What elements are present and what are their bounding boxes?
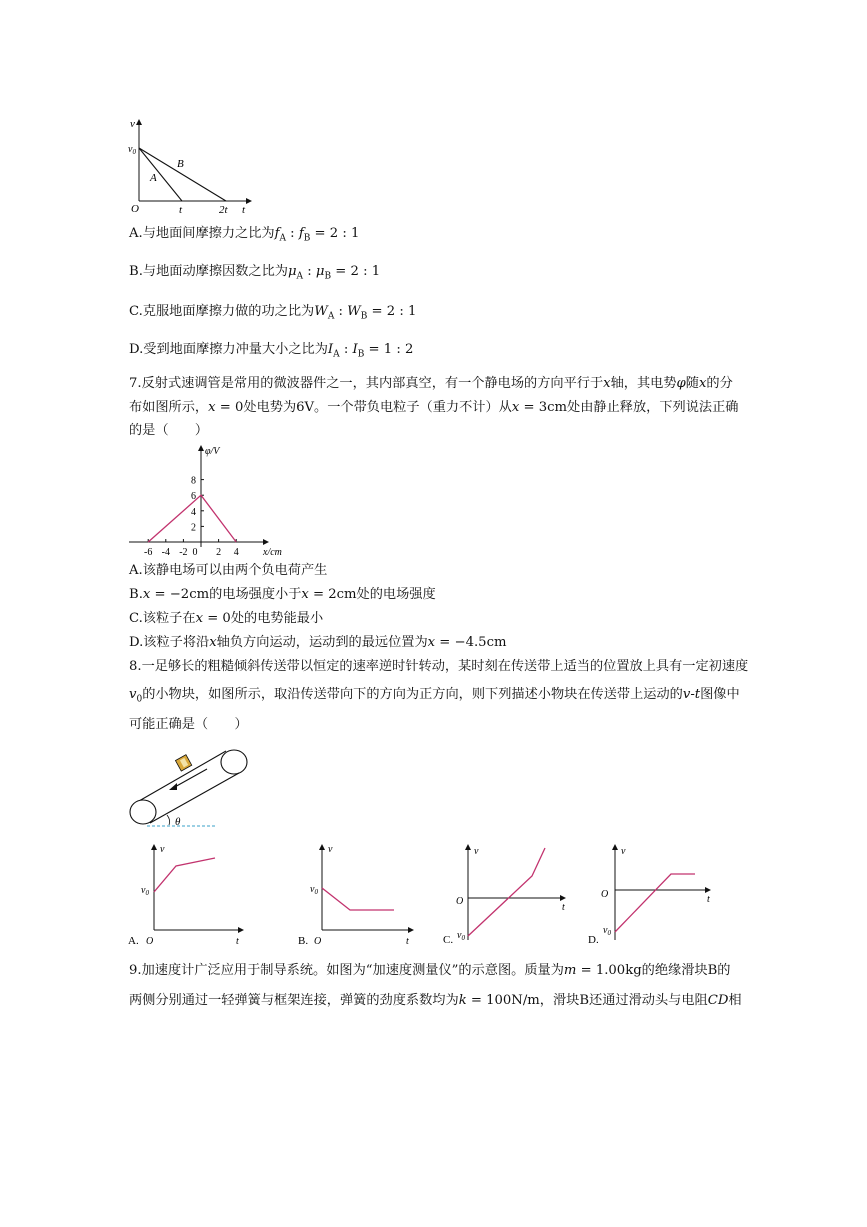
origin-label: O xyxy=(131,203,139,215)
potential-line xyxy=(148,495,236,542)
svg-text:v0: $v_0$ xyxy=(457,930,465,942)
svg-text:O: O xyxy=(456,896,464,907)
q7-option-b: B.x = −2cm的电场强度小于x = 2cm处的电场强度 xyxy=(129,587,436,602)
svg-text:O: O xyxy=(314,936,322,947)
option-b-label: B. xyxy=(298,935,309,947)
x-axis-arrow xyxy=(263,539,269,545)
q7-option-d: D.该粒子将沿x轴负方向运动，运动到的最远位置为x = −4.5cm xyxy=(129,635,507,650)
svg-text:v0: $v_0$ xyxy=(310,884,318,896)
line-a xyxy=(139,148,182,201)
graph-option-b xyxy=(298,840,423,950)
q9-stem-line2: 两侧分别通过一轻弹簧与框架连接，弹簧的劲度系数均为k = 100N/m，滑块B还通过滑动头与电阻CD相 xyxy=(129,993,742,1008)
svg-text:v: v xyxy=(328,844,333,855)
x-tick-label: 4 xyxy=(233,547,239,558)
q9-stem-line1: 9.加速度计广泛应用于制导系统。如图为“加速度测量仪”的示意图。质量为m = 1.00kg的绝缘滑块B的 xyxy=(129,963,731,978)
x-tick-label: -6 xyxy=(144,547,153,558)
graph-b-line xyxy=(322,888,394,910)
graph-option-c xyxy=(442,840,572,950)
label-b: B xyxy=(177,158,184,170)
graph-d-line xyxy=(615,874,695,932)
graph-a-line xyxy=(154,858,215,892)
y-tick-label: 4 xyxy=(191,506,196,518)
svg-text:t: t xyxy=(236,936,239,947)
graph-option-a xyxy=(128,840,253,950)
lower-roller xyxy=(130,800,156,824)
svg-text:t: t xyxy=(707,894,710,905)
vt-figure-q6 xyxy=(120,115,260,220)
graph-c-line xyxy=(468,848,545,936)
q7-stem-line1: 7.反射式速调管是常用的微波器件之一，其内部真空，有一个静电场的方向平行于x轴，其电势φ随x的分 xyxy=(129,376,733,391)
tick-2t: 2t xyxy=(219,204,228,216)
axis-v-label: v xyxy=(130,118,135,130)
option-c-label: C. xyxy=(443,934,454,946)
q6-option-a: A.与地面间摩擦力之比为$f_A$ : $f_B = 2$ : 1 xyxy=(129,226,360,244)
svg-text:O: O xyxy=(146,936,154,947)
q6-option-b: B.与地面动摩擦因数之比为$\mu_A$ : $\mu_B = 2$ : 1 xyxy=(129,264,381,282)
svg-text:v: v xyxy=(474,846,479,857)
potential-chart-q7 xyxy=(125,443,305,558)
q6-option-c: C.克服地面摩擦力做的功之比为$W_A$ : $W_B = 2$ : 1 xyxy=(129,304,417,322)
option-d-label: D. xyxy=(588,934,599,946)
q7-stem-line2: 布如图所示，x = 0处电势为6V。一个带负电粒子（重力不计）从x = 3cm处由静止释放，下列说法正确 xyxy=(129,400,739,415)
q7-stem-line3: 的是（ ） xyxy=(129,423,209,438)
y-tick-label: 8 xyxy=(191,475,196,487)
x-tick-label: 2 xyxy=(216,547,222,558)
svg-text:v0: $v_0$ xyxy=(603,925,611,937)
q8-stem-line2: $v_0$的小物块，如图所示，取沿传送带向下的方向为正方向，则下列描述小物块在传送带上运动的v-t图像中 xyxy=(129,687,740,705)
option-a-label: A. xyxy=(128,935,139,947)
theta-label: θ xyxy=(175,816,181,828)
svg-text:O: O xyxy=(601,889,609,900)
upper-roller xyxy=(221,750,247,774)
q7-option-c: C.该粒子在x = 0处的电势能最小 xyxy=(129,611,324,626)
y-axis-arrow xyxy=(198,445,204,451)
block xyxy=(175,755,191,771)
y-axis-label: φ/V xyxy=(205,446,220,457)
tick-t: t xyxy=(179,204,183,216)
q8-stem-line3: 可能正确是（ ） xyxy=(129,717,248,732)
svg-text:v: v xyxy=(621,846,626,857)
v0-label: $v_0$ xyxy=(128,144,136,156)
svg-text:t: t xyxy=(406,936,409,947)
graph-option-d xyxy=(587,840,717,950)
conveyor-figure-q8 xyxy=(125,745,275,835)
y-tick-label: 2 xyxy=(191,522,196,534)
origin-label: 0 xyxy=(192,547,198,558)
x-axis-label: x/cm xyxy=(263,547,282,558)
label-a: A xyxy=(150,172,157,184)
svg-text:v: v xyxy=(160,844,165,855)
x-tick-label: -4 xyxy=(161,547,170,558)
svg-text:v0: $v_0$ xyxy=(141,885,149,897)
q7-option-a: A.该静电场可以由两个负电荷产生 xyxy=(129,563,328,578)
q6-option-d: D.受到地面摩擦力冲量大小之比为$I_A$ : $I_B = 1$ : 2 xyxy=(129,342,414,360)
q8-stem-line1: 8.一足够长的粗糙倾斜传送带以恒定的速率逆时针转动，某时刻在传送带上适当的位置放上具有一定初速度 xyxy=(129,659,749,674)
axis-t-label: t xyxy=(242,204,246,216)
x-tick-label: -2 xyxy=(179,547,188,558)
y-tick-label: 6 xyxy=(191,491,196,503)
svg-text:t: t xyxy=(562,902,565,913)
